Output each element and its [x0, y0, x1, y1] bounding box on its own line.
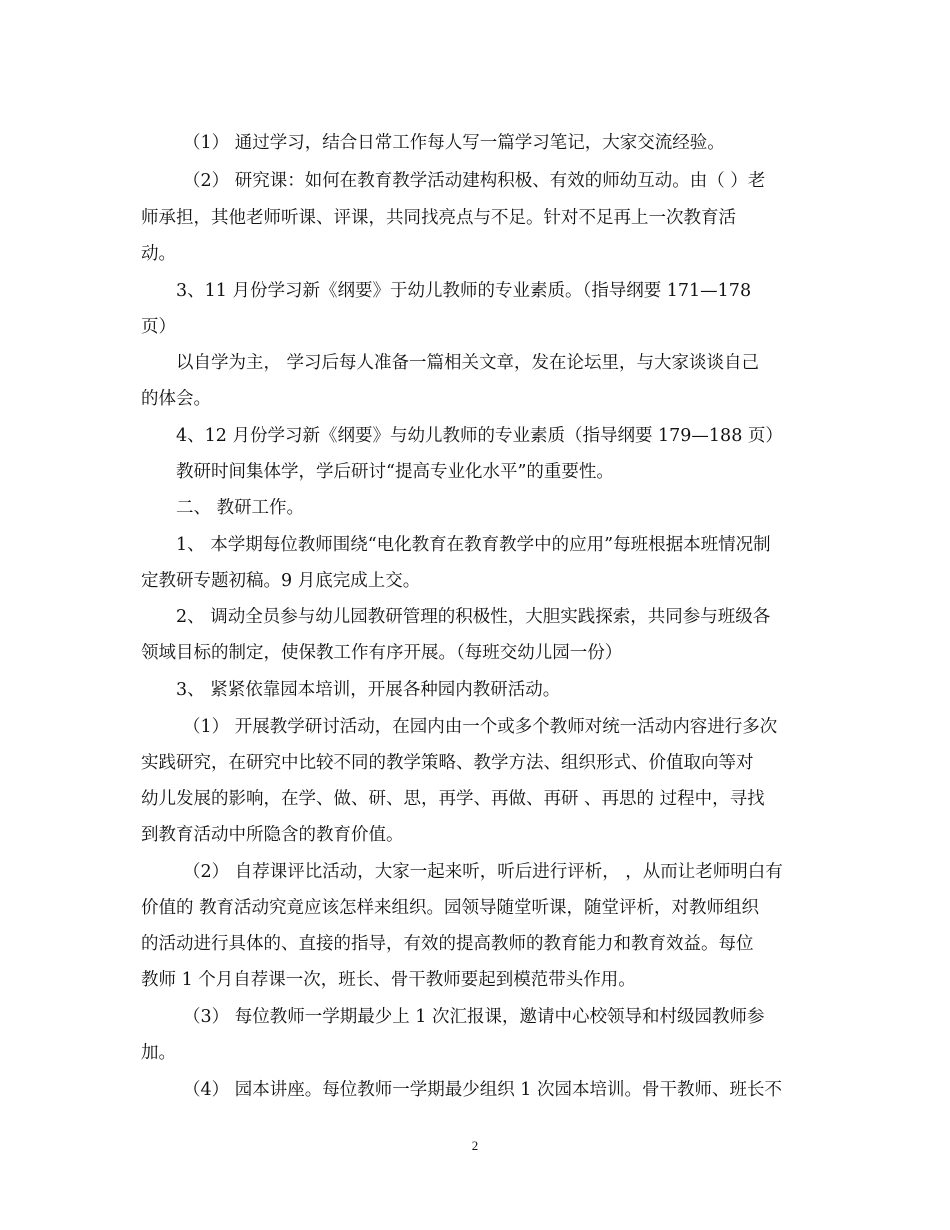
line-13: 定教研专题初稿。9 月底完成上交。: [141, 571, 421, 591]
line-15: 领域目标的制定，使保教工作有序开展。（每班交幼儿园一份）: [141, 643, 623, 663]
line-12: 1、 本学期每位教师围绕“电化教育在教育教学中的应用”每班根据本班情况制: [176, 535, 771, 555]
line-20: 到教育活动中所隐含的教育价值。: [141, 825, 404, 845]
line-4: 动。: [141, 244, 176, 264]
line-9: 4、12 月份学习新《纲要》与幼儿教师的专业素质（指导纲要 179—188 页）: [176, 426, 783, 446]
line-24: 教师 1 个月自荐课一次，班长、骨干教师要起到模范带头作用。: [141, 970, 636, 990]
line-6: 页）: [141, 317, 176, 337]
line-23: 的活动进行具体的、直接的指导，有效的提高教师的教育能力和教育效益。每位: [141, 934, 754, 954]
line-25: （3） 每位教师一学期最少上 1 次汇报课，邀请中心校领导和村级园教师参: [183, 1007, 765, 1027]
line-5: 3、11 月份学习新《纲要》于幼儿教师的专业素质。（指导纲要 171—178: [176, 281, 752, 301]
line-27: （4） 园本讲座。每位教师一学期最少组织 1 次园本培训。骨干教师、班长不: [183, 1080, 782, 1100]
line-14: 2、 调动全员参与幼儿园教研管理的积极性，大胆实践探索，共同参与班级各: [176, 607, 771, 627]
line-18: 实践研究，在研究中比较不同的教学策略、教学方法、组织形式、价值取向等对: [141, 753, 754, 773]
line-2: （2） 研究课：如何在教育教学活动建构积极、有效的师幼互动。由（ ）老: [183, 171, 766, 191]
line-21: （2） 自荐课评比活动，大家一起来听，听后进行评析， ，从而让老师明白有: [183, 862, 783, 882]
line-22: 价值的 教育活动究竟应该怎样来组织。园领导随堂听课，随堂评析，对教师组织: [141, 898, 760, 918]
line-19: 幼儿发展的影响，在学、做、研、思，再学、再做、再研 、再思的 过程中，寻找: [141, 789, 765, 809]
line-8: 的体会。: [141, 389, 211, 409]
line-10: 教研时间集体学，学后研讨“提高专业化水平”的重要性。: [176, 462, 614, 482]
line-16: 3、 紧紧依靠园本培训，开展各种园内教研活动。: [176, 680, 561, 700]
line-11: 二、 教研工作。: [176, 498, 305, 518]
line-7: 以自学为主， 学习后每人准备一篇相关文章，发在论坛里，与大家谈谈自己: [176, 353, 760, 373]
line-1: （1） 通过学习，结合日常工作每人写一篇学习笔记，大家交流经验。: [183, 133, 725, 153]
line-26: 加。: [141, 1043, 176, 1063]
page-number: 2: [471, 1138, 479, 1153]
line-17: （1） 开展教学研讨活动，在园内由一个或多个教师对统一活动内容进行多次: [183, 717, 778, 737]
line-3: 师承担，其他老师听课、评课，共同找亮点与不足。针对不足再上一次教育活: [141, 208, 736, 228]
